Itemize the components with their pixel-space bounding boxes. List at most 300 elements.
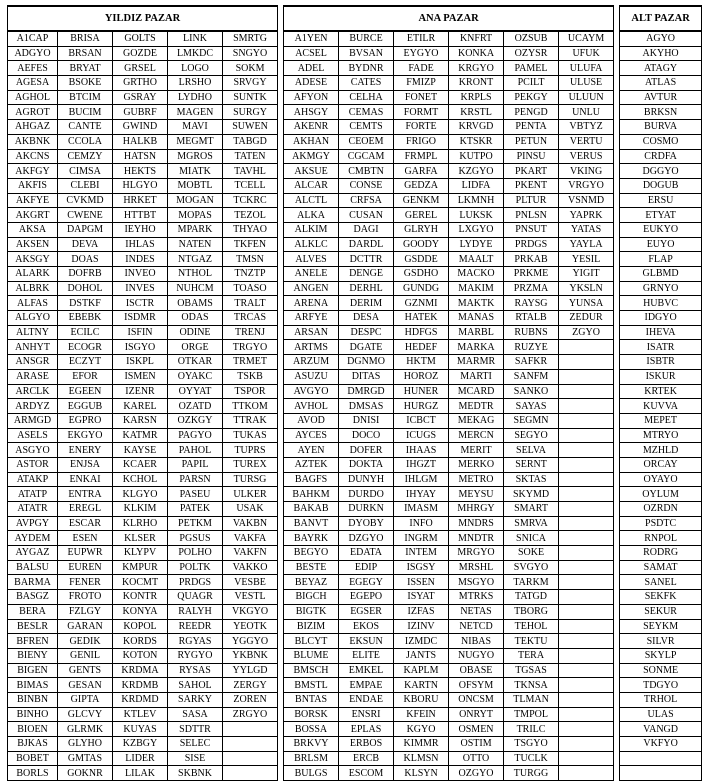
ana-ticker-cell: MARBL bbox=[449, 325, 504, 340]
yildiz-ticker-cell: CEMZY bbox=[58, 149, 113, 164]
yildiz-ticker-cell: BIGEN bbox=[8, 663, 58, 678]
yildiz-ticker-cell: KAREL bbox=[113, 399, 168, 414]
ana-ticker-cell: DMRGD bbox=[339, 384, 394, 399]
ana-ticker-cell: BAKAB bbox=[284, 502, 339, 517]
ana-ticker-cell: VERTU bbox=[559, 134, 614, 149]
yildiz-ticker-cell: AGROT bbox=[8, 105, 58, 120]
ana-ticker-cell: PKENT bbox=[504, 178, 559, 193]
ana-ticker-cell: AFYON bbox=[284, 90, 339, 105]
yildiz-ticker-cell: GRTHO bbox=[113, 76, 168, 91]
yildiz-ticker-cell: GUBRF bbox=[113, 105, 168, 120]
ana-ticker-cell: GSDHO bbox=[394, 267, 449, 282]
yildiz-ticker-cell: BESLR bbox=[8, 619, 58, 634]
ana-ticker-cell: IHYAY bbox=[394, 487, 449, 502]
alt-ticker-cell: MEPET bbox=[620, 413, 702, 428]
table-row bbox=[8, 76, 702, 91]
ana-ticker-cell: BAHKM bbox=[284, 487, 339, 502]
ana-ticker-cell bbox=[559, 487, 614, 502]
ana-ticker-cell: DNISI bbox=[339, 413, 394, 428]
ana-ticker-cell: IZMDC bbox=[394, 634, 449, 649]
ana-ticker-cell: INFO bbox=[394, 516, 449, 531]
ana-ticker-cell: OZYSR bbox=[504, 46, 559, 61]
yildiz-ticker-cell: TKFEN bbox=[223, 237, 278, 252]
table-row bbox=[8, 472, 702, 487]
yildiz-ticker-cell: BORLS bbox=[8, 766, 58, 781]
ana-ticker-cell: HOROZ bbox=[394, 369, 449, 384]
yildiz-ticker-cell: BINBN bbox=[8, 692, 58, 707]
alt-ticker-cell: COSMO bbox=[620, 134, 702, 149]
alt-ticker-cell: KRTEK bbox=[620, 384, 702, 399]
yildiz-ticker-cell: RALYH bbox=[168, 604, 223, 619]
ana-ticker-cell: ONRYT bbox=[449, 707, 504, 722]
ana-ticker-cell bbox=[559, 516, 614, 531]
ana-ticker-cell: CEOEM bbox=[339, 134, 394, 149]
ana-ticker-cell: FONET bbox=[394, 90, 449, 105]
yildiz-ticker-cell: AEFES bbox=[8, 61, 58, 76]
ana-ticker-cell: EKOS bbox=[339, 619, 394, 634]
ana-ticker-cell: SAYAS bbox=[504, 399, 559, 414]
yildiz-ticker-cell: IZENR bbox=[113, 384, 168, 399]
yildiz-ticker-cell: MPARK bbox=[168, 222, 223, 237]
yildiz-ticker-cell: KRDMA bbox=[113, 663, 168, 678]
ana-ticker-cell: YKSLN bbox=[559, 281, 614, 296]
yildiz-ticker-cell: EREGL bbox=[58, 502, 113, 517]
table-row bbox=[8, 663, 702, 678]
ana-ticker-cell: DESPC bbox=[339, 325, 394, 340]
ana-ticker-cell: KAPLM bbox=[394, 663, 449, 678]
ana-ticker-cell: YIGIT bbox=[559, 267, 614, 282]
yildiz-ticker-cell: VAKFN bbox=[223, 546, 278, 561]
yildiz-ticker-cell: ECILC bbox=[58, 325, 113, 340]
ana-ticker-cell: BANVT bbox=[284, 516, 339, 531]
yildiz-ticker-cell: BJKAS bbox=[8, 737, 58, 752]
table-row bbox=[8, 178, 702, 193]
ana-ticker-cell: LIDFA bbox=[449, 178, 504, 193]
ana-ticker-cell: RTALB bbox=[504, 311, 559, 326]
alt-ticker-cell: HUBVC bbox=[620, 296, 702, 311]
yildiz-ticker-cell: BTCIM bbox=[58, 90, 113, 105]
yildiz-ticker-cell: FENER bbox=[58, 575, 113, 590]
yildiz-ticker-cell: SELEC bbox=[168, 737, 223, 752]
yildiz-ticker-cell: KRDMD bbox=[113, 692, 168, 707]
ana-ticker-cell bbox=[559, 648, 614, 663]
table-row bbox=[8, 399, 702, 414]
yildiz-ticker-cell: SRVGY bbox=[223, 76, 278, 91]
yildiz-ticker-cell: EBEBK bbox=[58, 311, 113, 326]
yildiz-ticker-cell: ALBRK bbox=[8, 281, 58, 296]
yildiz-ticker-cell: MOPAS bbox=[168, 208, 223, 223]
yildiz-ticker-cell: AVPGY bbox=[8, 516, 58, 531]
yildiz-ticker-cell: GIPTA bbox=[58, 692, 113, 707]
yildiz-ticker-cell: TNZTP bbox=[223, 267, 278, 282]
yildiz-ticker-cell: EUPWR bbox=[58, 546, 113, 561]
ana-ticker-cell: ISSEN bbox=[394, 575, 449, 590]
ana-ticker-cell: TLMAN bbox=[504, 692, 559, 707]
ana-ticker-cell: KLMSN bbox=[394, 751, 449, 766]
yildiz-ticker-cell: GSRAY bbox=[113, 90, 168, 105]
ana-ticker-cell: CEMTS bbox=[339, 120, 394, 135]
ana-ticker-cell: AVHOL bbox=[284, 399, 339, 414]
yildiz-ticker-cell: TABGD bbox=[223, 134, 278, 149]
alt-ticker-cell bbox=[620, 751, 702, 766]
ana-ticker-cell: GLRYH bbox=[394, 222, 449, 237]
yildiz-ticker-cell: TCKRC bbox=[223, 193, 278, 208]
ana-ticker-cell: BULGS bbox=[284, 766, 339, 781]
ana-ticker-cell: TARKM bbox=[504, 575, 559, 590]
yildiz-ticker-cell: BINHO bbox=[8, 707, 58, 722]
ana-ticker-cell: ALKLC bbox=[284, 237, 339, 252]
yildiz-ticker-cell: NUHCM bbox=[168, 281, 223, 296]
ana-ticker-cell: DARDL bbox=[339, 237, 394, 252]
ana-ticker-cell: DUNYH bbox=[339, 472, 394, 487]
yildiz-ticker-cell: KONTR bbox=[113, 590, 168, 605]
yildiz-ticker-cell: HLGYO bbox=[113, 178, 168, 193]
yildiz-ticker-cell: TEZOL bbox=[223, 208, 278, 223]
ana-ticker-cell: CRFSA bbox=[339, 193, 394, 208]
yildiz-ticker-cell: KARSN bbox=[113, 413, 168, 428]
ana-ticker-cell: ULUUN bbox=[559, 90, 614, 105]
ana-ticker-cell: OZSUB bbox=[504, 31, 559, 46]
yildiz-ticker-cell: AKFYE bbox=[8, 193, 58, 208]
ana-ticker-cell bbox=[559, 707, 614, 722]
yildiz-ticker-cell: CLEBI bbox=[58, 178, 113, 193]
ana-ticker-cell: HKTM bbox=[394, 355, 449, 370]
ana-ticker-cell: CEMAS bbox=[339, 105, 394, 120]
yildiz-ticker-cell: SKBNK bbox=[168, 766, 223, 781]
yildiz-pazar-header: YILDIZ PAZAR bbox=[8, 6, 278, 31]
ana-ticker-cell: CELHA bbox=[339, 90, 394, 105]
ana-ticker-cell: DZGYO bbox=[339, 531, 394, 546]
ana-ticker-cell: ARSAN bbox=[284, 325, 339, 340]
yildiz-ticker-cell: AYDEM bbox=[8, 531, 58, 546]
yildiz-ticker-cell: KCHOL bbox=[113, 472, 168, 487]
yildiz-ticker-cell: ESCAR bbox=[58, 516, 113, 531]
yildiz-ticker-cell: ZERGY bbox=[223, 678, 278, 693]
ana-ticker-cell: ARENA bbox=[284, 296, 339, 311]
ana-ticker-cell: PKART bbox=[504, 164, 559, 179]
ana-ticker-cell: KZGYO bbox=[449, 164, 504, 179]
ana-ticker-cell: PNSUT bbox=[504, 222, 559, 237]
ana-ticker-cell: UCAYM bbox=[559, 31, 614, 46]
alt-ticker-cell: ULAS bbox=[620, 707, 702, 722]
ana-ticker-cell: DCTTR bbox=[339, 252, 394, 267]
table-row bbox=[8, 560, 702, 575]
yildiz-ticker-cell: RYGYO bbox=[168, 648, 223, 663]
ana-ticker-cell: EPLAS bbox=[339, 722, 394, 737]
ana-ticker-cell: DERIM bbox=[339, 296, 394, 311]
ana-ticker-cell: ANGEN bbox=[284, 281, 339, 296]
table-row bbox=[8, 149, 702, 164]
ana-ticker-cell: INTEM bbox=[394, 546, 449, 561]
ana-ticker-cell: CMBTN bbox=[339, 164, 394, 179]
yildiz-ticker-cell: TURSG bbox=[223, 472, 278, 487]
ana-ticker-cell: MAKIM bbox=[449, 281, 504, 296]
ana-ticker-cell: VBTYZ bbox=[559, 120, 614, 135]
yildiz-ticker-cell: KOCMT bbox=[113, 575, 168, 590]
table-row bbox=[8, 164, 702, 179]
ana-ticker-cell: EGSER bbox=[339, 604, 394, 619]
table-row bbox=[8, 619, 702, 634]
ana-ticker-cell: TRILC bbox=[504, 722, 559, 737]
ana-ticker-cell: DYOBY bbox=[339, 516, 394, 531]
yildiz-ticker-cell bbox=[223, 766, 278, 781]
yildiz-ticker-cell: DOFRB bbox=[58, 267, 113, 282]
table-row bbox=[8, 369, 702, 384]
yildiz-ticker-cell: FROTO bbox=[58, 590, 113, 605]
yildiz-ticker-cell: EKGYO bbox=[58, 428, 113, 443]
yildiz-ticker-cell: GOKNR bbox=[58, 766, 113, 781]
ana-ticker-cell: TBORG bbox=[504, 604, 559, 619]
ana-ticker-cell: DAGI bbox=[339, 222, 394, 237]
yildiz-ticker-cell: ZOREN bbox=[223, 692, 278, 707]
ana-ticker-cell: KRONT bbox=[449, 76, 504, 91]
yildiz-ticker-cell: MAVI bbox=[168, 120, 223, 135]
ana-ticker-cell: GZNMI bbox=[394, 296, 449, 311]
ana-ticker-cell bbox=[559, 502, 614, 517]
yildiz-ticker-cell: LIDER bbox=[113, 751, 168, 766]
yildiz-ticker-cell: TSPOR bbox=[223, 384, 278, 399]
yildiz-ticker-cell: KLYPV bbox=[113, 546, 168, 561]
ana-ticker-cell bbox=[559, 413, 614, 428]
ana-ticker-cell bbox=[559, 722, 614, 737]
yildiz-ticker-cell: TMSN bbox=[223, 252, 278, 267]
ana-ticker-cell: ADESE bbox=[284, 76, 339, 91]
ana-ticker-cell: SMART bbox=[504, 502, 559, 517]
yildiz-ticker-cell: GWIND bbox=[113, 120, 168, 135]
ana-ticker-cell: MARTI bbox=[449, 369, 504, 384]
ana-ticker-cell: KONKA bbox=[449, 46, 504, 61]
ana-ticker-cell: EMPAE bbox=[339, 678, 394, 693]
alt-ticker-cell: ETYAT bbox=[620, 208, 702, 223]
yildiz-ticker-cell: PAHOL bbox=[168, 443, 223, 458]
yildiz-ticker-cell: KAYSE bbox=[113, 443, 168, 458]
ana-ticker-cell: OSMEN bbox=[449, 722, 504, 737]
yildiz-ticker-cell: RGYAS bbox=[168, 634, 223, 649]
ana-ticker-cell: MAALT bbox=[449, 252, 504, 267]
yildiz-ticker-cell: KTLEV bbox=[113, 707, 168, 722]
yildiz-ticker-cell: ECZYT bbox=[58, 355, 113, 370]
yildiz-ticker-cell: OYYAT bbox=[168, 384, 223, 399]
ana-ticker-cell: ARZUM bbox=[284, 355, 339, 370]
ana-ticker-cell bbox=[559, 428, 614, 443]
yildiz-ticker-cell: ATATR bbox=[8, 502, 58, 517]
ana-ticker-cell: SMRVA bbox=[504, 516, 559, 531]
yildiz-ticker-cell: GLYHO bbox=[58, 737, 113, 752]
ana-ticker-cell: PETUN bbox=[504, 134, 559, 149]
yildiz-ticker-cell: ESEN bbox=[58, 531, 113, 546]
ana-ticker-cell: MANAS bbox=[449, 311, 504, 326]
yildiz-ticker-cell: CCOLA bbox=[58, 134, 113, 149]
yildiz-ticker-cell: YEOTK bbox=[223, 619, 278, 634]
ana-ticker-cell: NETAS bbox=[449, 604, 504, 619]
yildiz-ticker-cell: GLRMK bbox=[58, 722, 113, 737]
alt-ticker-cell: KUVVA bbox=[620, 399, 702, 414]
ana-ticker-cell: DURKN bbox=[339, 502, 394, 517]
yildiz-ticker-cell: PATEK bbox=[168, 502, 223, 517]
alt-ticker-cell: GRNYO bbox=[620, 281, 702, 296]
ana-ticker-cell: FORMT bbox=[394, 105, 449, 120]
alt-ticker-cell: MZHLD bbox=[620, 443, 702, 458]
ana-ticker-cell: BURCE bbox=[339, 31, 394, 46]
yildiz-ticker-cell: VAKBN bbox=[223, 516, 278, 531]
yildiz-ticker-cell: ORGE bbox=[168, 340, 223, 355]
ana-ticker-cell: PRKAB bbox=[504, 252, 559, 267]
yildiz-ticker-cell: TRCAS bbox=[223, 311, 278, 326]
alt-ticker-cell: AKYHO bbox=[620, 46, 702, 61]
ana-ticker-cell: EMKEL bbox=[339, 663, 394, 678]
ana-ticker-cell bbox=[559, 663, 614, 678]
yildiz-ticker-cell: MAGEN bbox=[168, 105, 223, 120]
yildiz-ticker-cell: TTRAK bbox=[223, 413, 278, 428]
ana-ticker-cell: MNDTR bbox=[449, 531, 504, 546]
ana-ticker-cell: MEKAG bbox=[449, 413, 504, 428]
yildiz-ticker-cell: GOLTS bbox=[113, 31, 168, 46]
ana-ticker-cell: MERIT bbox=[449, 443, 504, 458]
ana-ticker-cell: UNLU bbox=[559, 105, 614, 120]
alt-ticker-cell: MTRYO bbox=[620, 428, 702, 443]
yildiz-ticker-cell: BRSAN bbox=[58, 46, 113, 61]
ana-ticker-cell bbox=[559, 634, 614, 649]
yildiz-ticker-cell: IEYHO bbox=[113, 222, 168, 237]
ana-ticker-cell: KTSKR bbox=[449, 134, 504, 149]
ana-ticker-cell: MAKTK bbox=[449, 296, 504, 311]
ana-ticker-cell: SAFKR bbox=[504, 355, 559, 370]
ana-ticker-cell bbox=[559, 678, 614, 693]
yildiz-ticker-cell: MOBTL bbox=[168, 178, 223, 193]
table-row bbox=[8, 428, 702, 443]
ana-ticker-cell: IMASM bbox=[394, 502, 449, 517]
yildiz-ticker-cell bbox=[223, 737, 278, 752]
alt-ticker-cell: DGGYO bbox=[620, 164, 702, 179]
yildiz-ticker-cell: BIENY bbox=[8, 648, 58, 663]
yildiz-ticker-cell: SISE bbox=[168, 751, 223, 766]
ana-ticker-cell: ARTMS bbox=[284, 340, 339, 355]
table-row bbox=[8, 46, 702, 61]
table-row bbox=[8, 384, 702, 399]
yildiz-ticker-cell: THYAO bbox=[223, 222, 278, 237]
yildiz-ticker-cell bbox=[223, 751, 278, 766]
table-row bbox=[8, 516, 702, 531]
yildiz-ticker-cell: ECOGR bbox=[58, 340, 113, 355]
yildiz-ticker-cell: ALFAS bbox=[8, 296, 58, 311]
ana-ticker-cell: ELITE bbox=[339, 648, 394, 663]
alt-ticker-cell: FLAP bbox=[620, 252, 702, 267]
yildiz-ticker-cell: TRGYO bbox=[223, 340, 278, 355]
yildiz-ticker-cell: ISDMR bbox=[113, 311, 168, 326]
ana-ticker-cell: EDIP bbox=[339, 560, 394, 575]
yildiz-ticker-cell: TTKOM bbox=[223, 399, 278, 414]
yildiz-ticker-cell: KOPOL bbox=[113, 619, 168, 634]
yildiz-ticker-cell: CANTE bbox=[58, 120, 113, 135]
yildiz-ticker-cell: ASTOR bbox=[8, 457, 58, 472]
yildiz-ticker-cell: ULKER bbox=[223, 487, 278, 502]
yildiz-ticker-cell: BRISA bbox=[58, 31, 113, 46]
table-row bbox=[8, 722, 702, 737]
ana-ticker-cell: YUNSA bbox=[559, 296, 614, 311]
yildiz-ticker-cell: YYLGD bbox=[223, 663, 278, 678]
yildiz-ticker-cell: SUNTK bbox=[223, 90, 278, 105]
table-row bbox=[8, 281, 702, 296]
alt-pazar-header: ALT PAZAR bbox=[620, 6, 702, 31]
yildiz-ticker-cell: MGROS bbox=[168, 149, 223, 164]
table-row bbox=[8, 604, 702, 619]
ana-ticker-cell: HATEK bbox=[394, 311, 449, 326]
yildiz-ticker-cell: DEVA bbox=[58, 237, 113, 252]
ana-ticker-cell: PINSU bbox=[504, 149, 559, 164]
alt-ticker-cell: IHEVA bbox=[620, 325, 702, 340]
ana-ticker-cell: KGYO bbox=[394, 722, 449, 737]
table-row bbox=[8, 531, 702, 546]
alt-ticker-cell: BURVA bbox=[620, 120, 702, 135]
ana-ticker-cell: SANKO bbox=[504, 384, 559, 399]
yildiz-ticker-cell: ODAS bbox=[168, 311, 223, 326]
yildiz-ticker-cell: CWENE bbox=[58, 208, 113, 223]
yildiz-ticker-cell: TRENJ bbox=[223, 325, 278, 340]
yildiz-ticker-cell: LMKDC bbox=[168, 46, 223, 61]
yildiz-ticker-cell: ODINE bbox=[168, 325, 223, 340]
yildiz-ticker-cell: KLRHO bbox=[113, 516, 168, 531]
alt-ticker-cell: TDGYO bbox=[620, 678, 702, 693]
yildiz-ticker-cell: PAGYO bbox=[168, 428, 223, 443]
ana-ticker-cell: GUNDG bbox=[394, 281, 449, 296]
yildiz-ticker-cell: BARMA bbox=[8, 575, 58, 590]
ana-ticker-cell: MTRKS bbox=[449, 590, 504, 605]
ana-ticker-cell: TURGG bbox=[504, 766, 559, 781]
ana-ticker-cell: ONCSM bbox=[449, 692, 504, 707]
table-row bbox=[8, 766, 702, 781]
ana-ticker-cell: MRSHL bbox=[449, 560, 504, 575]
yildiz-ticker-cell: ISMEN bbox=[113, 369, 168, 384]
ana-ticker-cell: RUZYE bbox=[504, 340, 559, 355]
ana-ticker-cell: DGATE bbox=[339, 340, 394, 355]
yildiz-ticker-cell: TCELL bbox=[223, 178, 278, 193]
ana-ticker-cell: GARFA bbox=[394, 164, 449, 179]
table-row bbox=[8, 487, 702, 502]
yildiz-ticker-cell: AKBNK bbox=[8, 134, 58, 149]
ana-ticker-cell: FORTE bbox=[394, 120, 449, 135]
yildiz-ticker-cell: A1CAP bbox=[8, 31, 58, 46]
yildiz-ticker-cell: VESBE bbox=[223, 575, 278, 590]
ana-ticker-cell: TMPOL bbox=[504, 707, 559, 722]
yildiz-ticker-cell: BIOEN bbox=[8, 722, 58, 737]
ana-ticker-cell: PCILT bbox=[504, 76, 559, 91]
ana-ticker-cell: DESA bbox=[339, 311, 394, 326]
alt-ticker-cell: SONME bbox=[620, 663, 702, 678]
ana-ticker-cell bbox=[559, 399, 614, 414]
ana-ticker-cell: LXGYO bbox=[449, 222, 504, 237]
ana-ticker-cell bbox=[559, 692, 614, 707]
ana-ticker-cell bbox=[559, 751, 614, 766]
ana-ticker-cell: BIGTK bbox=[284, 604, 339, 619]
ana-ticker-cell: AHSGY bbox=[284, 105, 339, 120]
alt-ticker-cell: OYAYO bbox=[620, 472, 702, 487]
yildiz-ticker-cell: SURGY bbox=[223, 105, 278, 120]
yildiz-ticker-cell: SDTTR bbox=[168, 722, 223, 737]
yildiz-ticker-cell: ISGYO bbox=[113, 340, 168, 355]
yildiz-ticker-cell: LRSHO bbox=[168, 76, 223, 91]
table-row bbox=[8, 311, 702, 326]
ana-ticker-cell: IZINV bbox=[394, 619, 449, 634]
yildiz-ticker-cell: USAK bbox=[223, 502, 278, 517]
yildiz-ticker-cell: KRDMB bbox=[113, 678, 168, 693]
yildiz-ticker-cell: PASEU bbox=[168, 487, 223, 502]
ana-ticker-cell: BNTAS bbox=[284, 692, 339, 707]
ana-ticker-cell: MHRGY bbox=[449, 502, 504, 517]
yildiz-ticker-cell: ISCTR bbox=[113, 296, 168, 311]
yildiz-ticker-cell: TRALT bbox=[223, 296, 278, 311]
ana-ticker-cell bbox=[559, 472, 614, 487]
alt-ticker-cell: SAMAT bbox=[620, 560, 702, 575]
